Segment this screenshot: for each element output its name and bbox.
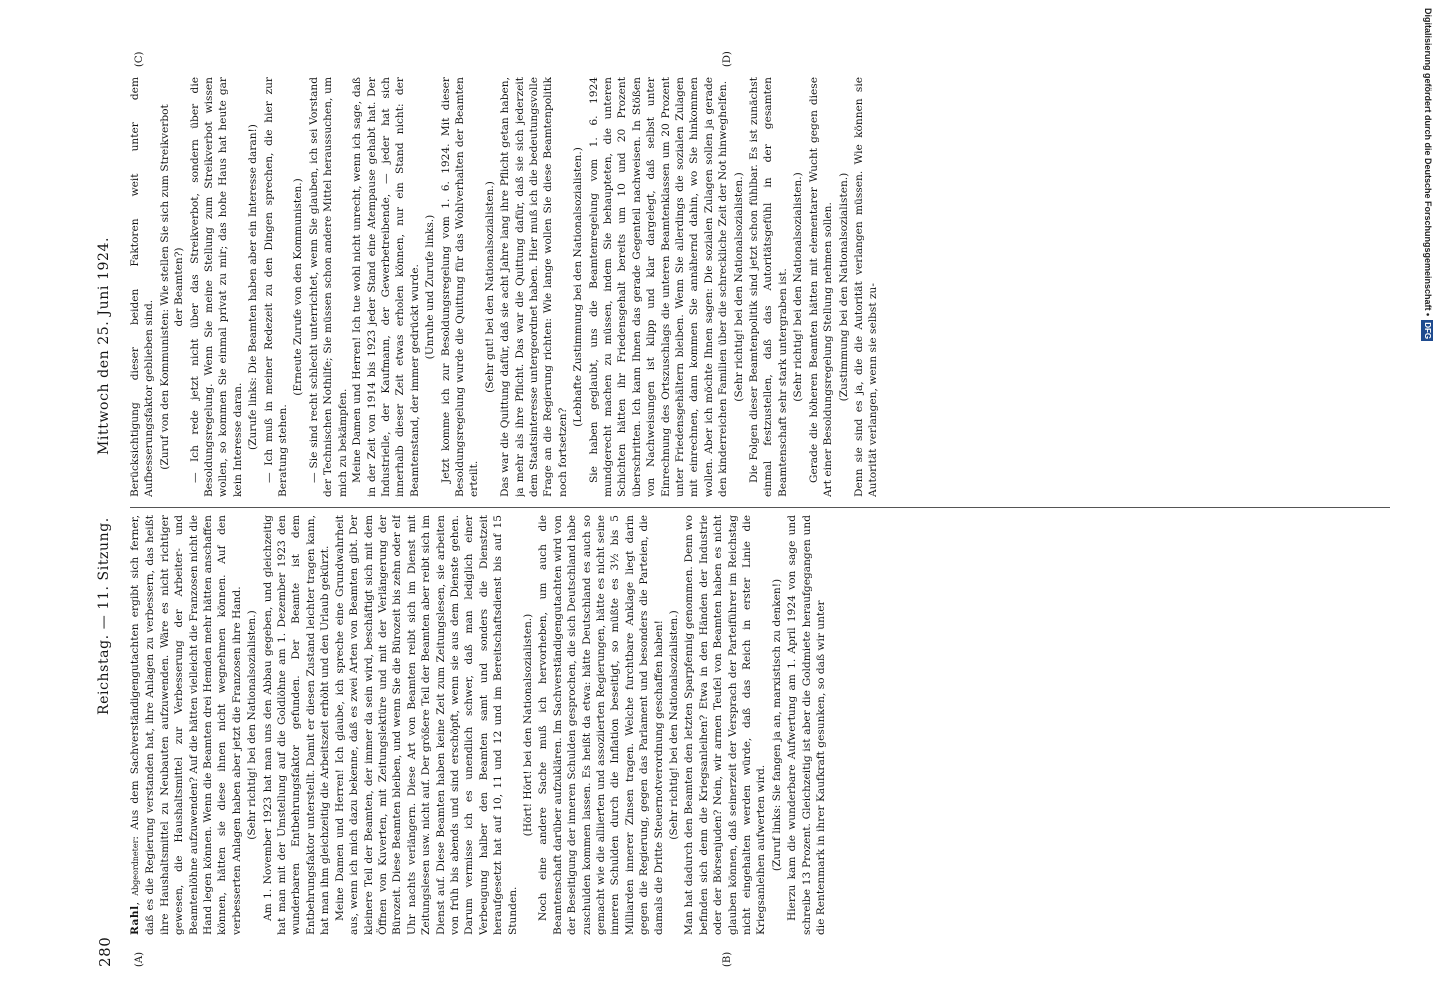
margin-mark-a: (A) <box>134 951 145 967</box>
paragraph <box>307 77 350 497</box>
paragraph-text: (Zuruf links: Sie fangen ja an, marxistisch zu denken!) <box>770 578 783 872</box>
interjection <box>483 97 497 477</box>
page-number: 280 <box>96 936 114 967</box>
paragraph-text: Jetzt komme ich zur Besoldungsregelung vom 1. 6. 1924. Mit dieser Besoldungsregelung wurde die Quittung für das Wohlverhalten der Beamten erteilt. <box>439 77 481 497</box>
left-column <box>128 515 1398 935</box>
margin-mark-b: (B) <box>722 951 733 967</box>
interjection <box>246 97 260 477</box>
paragraph <box>262 77 291 497</box>
margin-mark-c: (C) <box>134 51 145 67</box>
paragraph <box>536 515 666 935</box>
interjection <box>732 97 746 477</box>
margin-mark-d: (D) <box>722 51 733 67</box>
rotated-page <box>82 35 1412 975</box>
paragraph-text: (Sehr richtig! bei den Nationalsozialisten.) <box>792 172 805 402</box>
paragraph <box>261 515 333 935</box>
column-divider <box>130 507 1390 508</box>
paragraph <box>350 77 422 497</box>
paragraph-text: (Sehr richtig! bei den Nationalsozialisten.) <box>246 610 259 840</box>
paragraph-text: (Zuruf von den Kommunisten: Wie stellen Sie sich zum Streikverbot der Beamten?) <box>158 104 186 470</box>
paragraph <box>807 77 836 497</box>
paragraph-text: Man hat dadurch den Beamten den letzten Sparpfennig genommen. Denn wo befinden sich denn die Kriegsanleihen? Etwa in den Händen der Industrie oder der Börsenjuden? Nein, wir armen Teufel von Beamten haben es nicht glauben können, daß seinerzeit der Versprach der Parteiführer im Reichstag nicht eingehalten werden würde, daß das Reich in erster Linie die Kriegsanleihen aufwerten wird. <box>683 515 768 935</box>
paragraph-text: — Sie sind recht schlecht unterrichtet, wenn Sie glauben, ich sei Vorstand der Technischen Nothilfe; Sie müssen schon andere Mittel heraussuchen, um mich zu bekämpfen. <box>307 77 349 497</box>
paragraph-text: — Ich rede jetzt nicht über das Streikverbot, sondern über die Besoldungsregelung. Wenn Sie meine Stellung zum Streikverbot wissen wollen, so kommen Sie einmal privat zu mir; das hohe Haus hat heute gar kein Interesse daran. <box>188 77 244 497</box>
paragraph <box>682 515 768 935</box>
speaker-name: Rahl <box>129 905 141 935</box>
paragraph-text: (Sehr richtig! bei den Nationalsozialisten.) <box>668 610 681 840</box>
paragraph <box>498 77 570 497</box>
interjection <box>770 535 784 915</box>
paragraph-text: (Sehr richtig! bei den Nationalsozialisten.) <box>732 172 745 402</box>
paragraph-text: Sie haben geglaubt, uns die Beamtenregelung vom 1. 6. 1924 mundgerecht machen zu müssen, indem Sie behaupteten, die unteren Schichten hätten ihr Friedensgehalt bereits um 10 und 20 Prozent überschritten. Ich kann Ihnen das gerade Gegenteil nachweisen. In Stößen von Nachweisungen ist klipp und klar dargelegt, daß selbst unter Einrechnung des Ortszuschlags die unteren Beamtenklassen um 20 Prozent unter Friedensgehältern bleiben. Wenn Sie allerdings die sozialen Zulagen mit einrechnen, dann kommen Sie annähernd dahin, wo Sie hinkommen wollen. Aber ich möchte Ihnen sagen: Die sozialen Zulagen sollen ja gerade den kinderreichen Familien über die schreckliche Zeit der Not hinweghelfen. <box>587 77 730 497</box>
paragraph <box>747 77 790 497</box>
right-column <box>128 77 1398 497</box>
paragraph-text: Noch eine andere Sache muß ich hervorheben, um auch die Beamtenschaft darüber aufzuklären. Im Sachverständigengutachten wird von der Beseitigung der inneren Schulden gesprochen, die sich Deutschland habe zuschulden kommen lassen. Es heißt da etwa: hätte Deutschland es auch so gemacht wie die alliierten und assoziierten Regierungen, hätte es nicht seine inneren Schulden durch die Inflation beseitigt, so müßte es 3½ bis 5 Milliarden innerer Zinsen tragen. Welche furchtbare Anklage liegt darin gegen die Regierung, gegen das Parlament und besonders die Parteien, die damals die Dritte Steuernotverordnung geschaffen haben! <box>537 515 665 935</box>
credit-line <box>1420 8 1434 992</box>
credit-text: Digitalisierung gefördert durch die Deutsche Forschungsgemeinschaft • <box>1423 8 1433 317</box>
paragraph-text: Meine Damen und Herren! Ich glaube, ich spreche eine Grundwahrheit aus, wenn ich mich dazu bekenne, daß es zwei Arten von Beamten gibt. Der kleinere Teil der Beamten, der immer da sein wird, beschäftigt sich mit dem Öffnen von Kuverten, mit Zeitungslektüre und mit der Verlängerung der Bürozeit. Diese Beamten bleiben, und wenn Sie die Bürozeit bis zehn oder elf Uhr nachts verlängern. Diese Art von Beamten reibt sich im Dienst mit Zeitungslesen usw. nicht auf. Der größere Teil der Beamten aber reibt sich im Dienst auf. Diese Beamten haben keine Zeit zum Zeitungslesen, sie arbeiten von früh bis abends und sind erschöpft, wenn sie aus dem Dienste gehen. Darum vermisse ich es unendlich schwer, daß man lediglich einer Verbeugung halber den Beamten samt und sonders die Dienstzeit heraufgesetzt hat auf 10, 11 und 12 und im Bereitschaftsdienst bis auf 15 Stunden. <box>333 515 519 935</box>
paragraph-text: Denn sie sind es ja, die die Autorität verlangen müssen. Wie können sie Autorität verlangen, wenn sie selbst zu- <box>852 77 880 497</box>
paragraph <box>785 515 828 935</box>
paragraph-text: Gerade die höheren Beamten hätten mit elementarer Wucht gegen diese Art einer Besoldungsregelung Stellung nehmen sollen. <box>807 77 835 497</box>
paragraph-text: (Erneute Zurufe von den Kommunisten.) <box>292 178 305 396</box>
paragraph-text: Aus dem Sachverständigengutachten ergibt sich ferner, daß es die Regierung verstanden hat, ihre Anlagen zu verbessern, das heißt ihre Haushaltsmittel zu Neubauten aufzuwenden. Wäre es nicht richtiger gewesen, die Haushaltsmittel zur Verbesserung der Arbeiter- und Beamtenlöhne aufzuwenden? Auf die hätten vielleicht die Franzosen nicht die Hand legen können. Wenn die Beamten drei Hemden mehr hätten anschaffen können, hätten sie diese ihnen nicht wegnehmen können. Auf den verbesserten Anlagen haben aber jetzt die Franzosen ihre Hand. <box>129 515 243 935</box>
speaker-role: Abgeordneter <box>131 839 140 896</box>
page-header <box>82 35 122 975</box>
paragraph-text: Die Folgen dieser Beamtenpolitik sind jetzt schon fühlbar. Es ist zunächst einmal festzustellen, daß das Autoritätsgefühl in der gesamten Beamtenschaft sehr stark untergraben ist. <box>748 77 789 497</box>
interjection <box>571 97 585 477</box>
paragraph-text: Meine Damen und Herren! Ich tue wohl nicht unrecht, wenn ich sage, daß in der Zeit von 1914 bis 1923 jeder Stand eine Atempause gehabt hat. Der Industrielle, der Kaufmann, der Gewerbetreibende, — jeder hat sich innerhalb dieser Zeit etwas erholen können, nur ein Stand nicht: der Beamtenstand, der immer gedrückt wurde. <box>351 77 421 497</box>
interjection <box>291 97 305 477</box>
interjection <box>667 535 681 915</box>
speaker-paragraph: Rahl, Abgeordneter: Aus dem Sachverständigengutachten ergibt sich ferner, daß es die Regierung verstanden hat, ihre Anlagen zu verbessern, das heißt ihre Haushaltsmittel zu Neubauten aufzuwenden. Wäre es nicht richtiger gewesen, die Haushaltsmittel zur Verbesserung der Arbeiter- und Beamtenlöhne aufzuwenden? Auf die hätten vielleicht die Franzosen nicht die Hand legen können. Wenn die Beamten drei Hemden mehr hätten anschaffen können, hätten sie diese ihnen nicht wegnehmen können. Auf den verbesserten Anlagen haben aber jetzt die Franzosen ihre Hand. <box>129 515 243 935</box>
paragraph <box>587 77 731 497</box>
paragraph-text: Am 1. November 1923 hat man uns den Abbau gegeben, und gleichzeitig hat man mit der Umstellung auf die Goldlöhne am 1. Dezember 1923 den wunderbaren Entbehrungsfaktor gefunden. Der Beamte ist dem Entbehrungsfaktor unterstellt. Damit er diesen Zustand leichter tragen kann, hat man ihm gleichzeitig die Arbeitszeit erhöht und den Urlaub gekürzt. <box>261 515 332 935</box>
paragraph-text: (Zurufe links: Die Beamten haben aber ein Interesse daran!) <box>247 124 260 450</box>
paragraph-text: (Hört! Hört! bei den Nationalsozialisten.) <box>521 613 534 837</box>
interjection <box>837 97 851 477</box>
paragraph <box>188 77 246 497</box>
interjection <box>791 97 805 477</box>
paragraph-text: Berücksichtigung dieser beiden Faktoren weit unter dem Aufbesserungsfaktor geblieben sind. <box>129 77 156 497</box>
dfg-logo-icon: DFG <box>1423 322 1432 340</box>
paragraph-text: — Ich muß in meiner Redezeit zu den Dingen sprechen, die hier zur Beratung stehen. <box>262 77 290 497</box>
paragraph-text: (Sehr gut! bei den Nationalsozialisten.) <box>483 181 496 393</box>
paragraph-text: (Lebhafte Zustimmung bei den Nationalsozialisten.) <box>572 147 585 427</box>
paragraph-text: Hierzu kam die wunderbare Aufwertung am 1. April 1924 von sage und schreibe 13 Prozent. Gleichzeitig ist aber die Goldmiete heraufgegangen und die Rentenmark in ihrer Kaufkraft gesunken, so daß wir unter <box>786 515 828 935</box>
dfg-credit <box>1420 8 1434 992</box>
paragraph <box>128 77 157 497</box>
interjection <box>245 535 259 915</box>
paragraph-text: (Zustimmung bei den Nationalsozialisten.) <box>837 172 850 402</box>
interjection <box>158 97 187 477</box>
paragraph-text: Das war die Quittung dafür, daß sie acht Jahre lang ihre Pflicht getan haben, ja mehr als ihre Pflicht. Das war die Quittung dafür, daß sie sich jederzeit dem Staatsinteresse untergeordnet haben. Hier muß ich die bedeutungsvolle Frage an die Regierung richten: Wie lange wollen Sie diese Beamtenpolitik noch fortsetzen? <box>499 77 569 497</box>
paragraph-text: (Unruhe und Zurufe links.) <box>424 214 437 360</box>
session-date: Mittwoch den 25. Juni 1924. <box>96 236 112 455</box>
interjection <box>521 535 535 915</box>
paragraph <box>439 77 482 497</box>
paragraph <box>852 77 881 497</box>
session-title: Reichstag. — 11. Sitzung. <box>96 517 112 715</box>
interjection <box>423 97 437 477</box>
paragraph <box>333 515 520 935</box>
